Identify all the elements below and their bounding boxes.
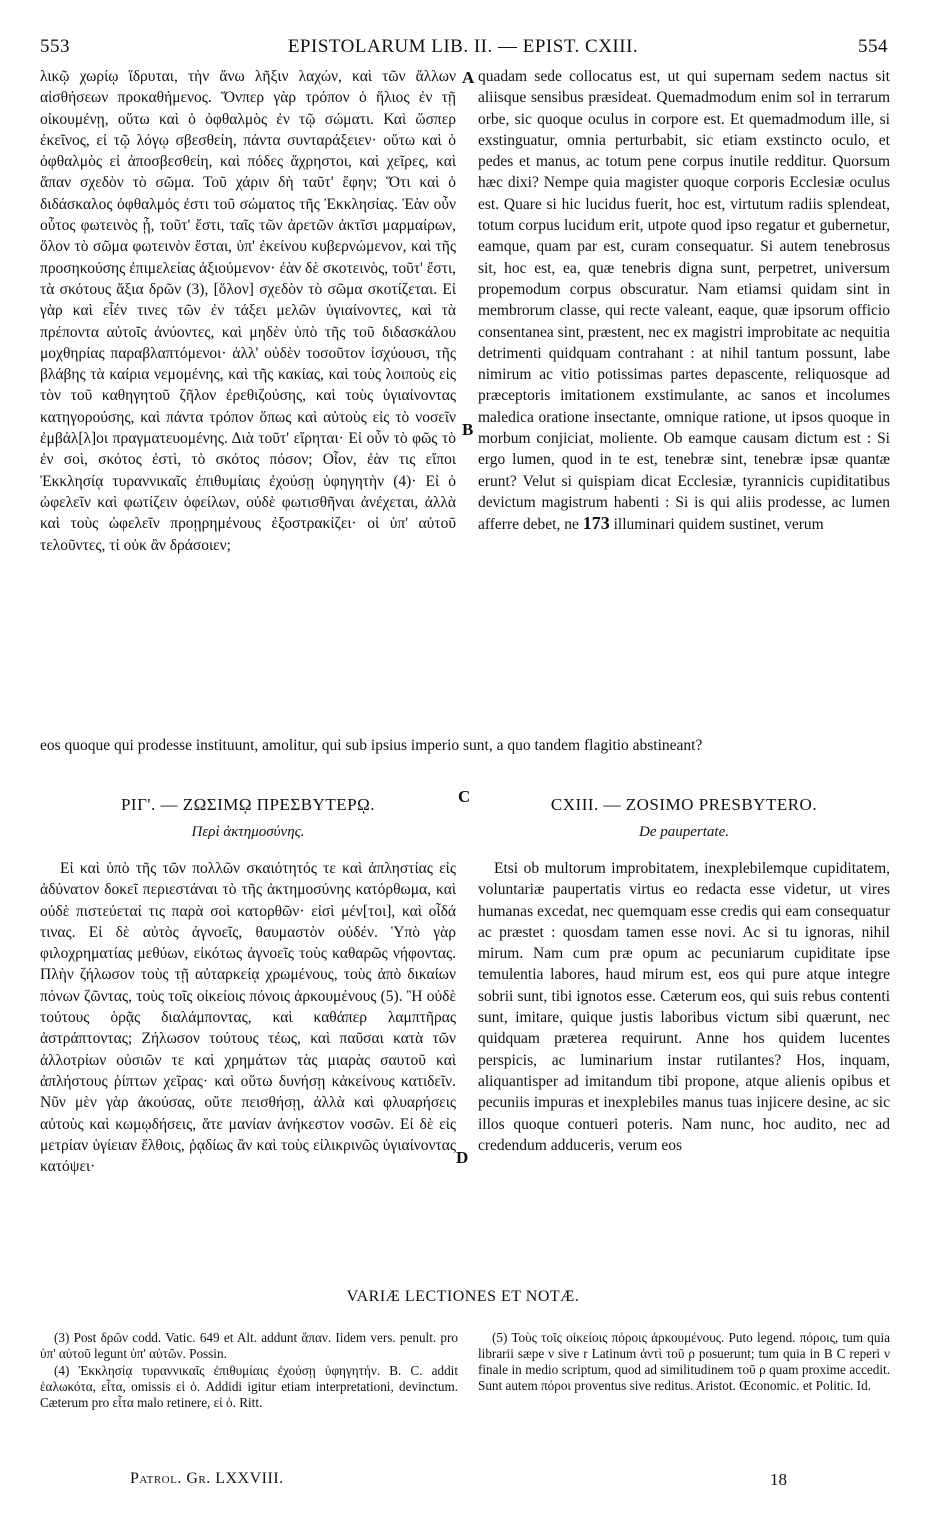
- margin-marker-a: A: [462, 68, 475, 87]
- latin-letter-title: CXIII. — ZOSIMO PRESBYTERO.: [550, 795, 818, 814]
- note-4: (4) Ἐκκλησίᾳ τυραννικαῖς ἐπιθυμίαις ἐχούσῃ ὑφηγητήν. B. C. addit ἑαλωκότα, εἶτα, omissis εἰ ὁ. Addidi igitur etiam interpretationi, devinctum. Cæterum pro εἶτα malo retinere, εἰ ὁ. Ritt.: [40, 1363, 458, 1410]
- margin-marker-b: B: [462, 420, 474, 439]
- right-page-number: 554: [858, 36, 888, 57]
- left-page-number: 553: [40, 36, 70, 57]
- margin-marker-c: C: [458, 787, 471, 806]
- latin-text-top-part1: quadam sede collocatus est, ut qui supernam sedem nactus sit aliisque sensibus præsideat. Quemadmodum enim sol in terrarum orbe, sic quoque oculus in corpore est. Et quemadmodum ille, si exstinguatur, omnia perturbabit, sic etiam exstincto oculo, et pedes et manus, ac totum pene corpus inutile redditur. Quorsum hæc dixi? Nempe quia magister quoque corporis Ecclesiæ oculus est. Quare si hic lucidus fuerit, hoc est, virtutum radiis splendeat, totum corpus lucidum erit, utpote quod ipso regatur et gubernetur, eamque, quam par est, curam consequatur. Si autem tenebrosus sit, hoc est, ea, quæ tenebris digna sunt, perpetret, universum propemodum corpus obscuratur. Nam etiamsi quidam sint in membrorum classe, qui recte valeant, eaque, quæ ipsorum officio consentanea sint, præstent, nec ex magistri improbitate ac nequitia detrimenti quidquam contrahant : at nihil tantum possunt, labe nimirum ac vitio potissimas partes depascente, reliquosque ad præceptoris imitationem exstimulante, ac sanos et incolumes maledica oratione insectante, omnique ratione, ut ipsos quoque in morbum conjiciat, moliente. Ob eamque causam dictum est : Si ergo lumen, quod in te est, tenebræ sint, tenebræ ipsæ quantæ erunt? Velut si quispiam dicat Ecclesiæ, tyrannicis cupiditatibus devictum magistrum habenti : Si is qui aliis prodesse, ac lumen afferre debet, ne: [478, 68, 890, 534]
- greek-letter-subtitle: Περὶ ἀκτημοσύνης.: [191, 824, 305, 840]
- margin-marker-d: D: [456, 1148, 469, 1167]
- latin-letter-subtitle: De paupertate.: [639, 824, 729, 840]
- greek-column-top: [40, 66, 456, 556]
- latin-text-bottom: Etsi ob multorum improbitatem, inexplebilemque cupiditatem, voluntariæ paupertatis virtus eo redacta esse videtur, ut vires humanas excedat, nec quemquam esse credis qui eam consequatur ac præstet : quosdam tamen esse novi. Ac si tu ignoras, nihil mirum. Nam cum præ opum ac pecuniarum cupiditate ipse temulentia labores, haud mirum est, eos qui pure atque integre sobrii sunt, tibi ignotos esse. Cæterum eos, qui suis rebus contenti sunt, imitare, quique justis laboribus victum sibi quærunt, nec quidquam præterea requirunt. Anne hos quidem lucentes perspicis, ac luminarium instar rutilantes? Hos, inquam, aliquantisper ad imitandum tibi propone, atque alienis opibus et pecuniis impuras et inexplebiles manus tuas injicere desine, ac sic illos quoque contueri poteris. Nam nunc, hoc audito, nec ad credendum adduceris, verum eos: [478, 860, 890, 1154]
- latin-column-top: [478, 66, 890, 536]
- note-5: (5) Τοὺς τοῖς οἰκείοις πόροις ἀρκουμένους. Puto legend. πόροις, tum quia librarii sæpe ν sive r Latinum ἀντὶ τοῦ ρ posuerunt; tum quia in B C reperi ν finale in medio scriptum, quod ad similitudinem τοῦ ρ quam proxime accedit. Sunt autem πόροι proventus sive reditus. Aristot. Œconomic. et Politic. Id.: [478, 1330, 890, 1393]
- notes-right-column: [478, 1330, 890, 1395]
- notes-title: VARIÆ LECTIONES ET NOTÆ.: [346, 1288, 580, 1305]
- greek-text-top: λικῷ χωρίῳ ἵδρυται, τὴν ἄνω λῆξιν λαχών, καὶ τῶν ἄλλων αἰσθήσεων προκαθήμενος. Ὅνπερ γὰρ τρόπον ὁ ἥλιος ἐν τῇ οἰκουμένῃ, οὕτω καὶ ὁ ὀφθαλμὸς ἐν τῷ σώματι. Καὶ ὥσπερ ἐκεῖνος, εἰ τῷ λόγῳ σβεσθείη, πάντα συνταράξειεν· οὕτω καὶ ὁ ὀφθαλμὸς εἰ ἀποσβεσθείη, καὶ πόδες ἄχρηστοι, καὶ χεῖρες, καὶ ἅπαν σχεδὸν τὸ σῶμα. Τοῦ χάριν δὴ ταῦτ' ἔφην; Ὅτι καὶ ὁ διδάσκαλος ὀφθαλμός ἐστι τοῦ σώματος τῆς Ἐκκλησίας. Ἐὰν οὖν οὗτος φωτεινὸς ᾖ, τοῦτ' ἔστι, ταῖς τῶν ἀρετῶν ἀκτῖσι μαρμαίρων, ὅλον τὸ σῶμα φωτεινὸν ἔσται, ὑπ' ἐκείνου κυβερνώμενον, καὶ τῆς προσηκούσης ἐπιμελείας ἀξιούμενον· ἐὰν δὲ σκοτεινὸς, τοῦτ' ἔστι, τὰ σκότους ἄξια δρῶν (3), [ὅλον] σχεδὸν τὸ σῶμα σκοτίζεται. Εἰ γὰρ καὶ εἶέν τινες τῶν ἐν τάξει μελῶν ὑγιαίνοντες, καὶ τὰ πρέποντα αὐτοῖς ἀνύοντες, καὶ μηδὲν ὑπὸ τῆς τοῦ διδασκάλου μοχθηρίας παραβλαπτόμενοι· ἀλλ' οὐδὲν τοσοῦτον ἰσχύουσι, τῆς βλάβης τὰ καίρια νεμομένης, καὶ τῆς κακίας, καὶ τοὺς λοιποὺς εἰς τὸν τοῦ καθηγητοῦ ζῆλον ἐρεθιζούσης, καὶ τοὺς ὑγιαίνοντας κατηγορούσης, καὶ πάντα τρόπον ὅπως καὶ αὐτοὺς εἰς τὸ νοσεῖν ἐμβάλ[λ]οι πραγματευομένης. Διὰ τοῦτ' εἴρηται· Εἰ οὖν τὸ φῶς τὸ ἐν σοὶ, σκότος ἐστὶ, τὸ σκότος πόσον; Οἷον, ἐὰν τις εἴποι Ἐκκλησίᾳ τυραννικαῖς ἐπιθυμίαις ἐχούσῃ ὑφηγητὴν (4)· Εἰ ὁ ὠφελεῖν καὶ φωτίζειν ὀφείλων, οὐδὲ φωτισθῆναι ἀνέχεται, ἀλλὰ καὶ τοὺς ὠφελεῖν προῃρημένους ἐξοστρακίζει· οἱ ὑπ' αὐτοῦ τελοῦντες, τί οὐκ ἂν δράσοιεν;: [40, 68, 456, 554]
- column-number: 173: [582, 513, 610, 534]
- latin-text-top-part2: illuminari quidem sustinet, verum: [613, 516, 824, 534]
- latin-text-top: [478, 66, 890, 536]
- full-width-line: eos quoque qui prodesse instituunt, amolitur, qui sub ipsius imperio sunt, a quo tandem flagitio abstineant?: [40, 737, 703, 754]
- note-3: (3) Post δρῶν codd. Vatic. 649 et Alt. addunt ἅπαν. Iidem vers. penult. pro ὑπ' αὐτοῦ legunt ὑπ' αὐτῶν. Possin.: [40, 1330, 458, 1361]
- greek-letter-title: ΡΙΓ'. — ΖΩΣΙΜῼ ΠΡΕΣΒΥΤΕΡῼ.: [120, 795, 376, 814]
- running-header-title: EPISTOLARUM LIB. II. — EPIST. CXIII.: [287, 36, 639, 57]
- latin-column-bottom: [478, 858, 890, 1156]
- full-width-continuation: [40, 735, 890, 756]
- footer-signature: 18: [770, 1470, 787, 1489]
- notes-left-column: [40, 1330, 458, 1412]
- footer-volume: Patrol. Gr. LXXVIII.: [130, 1470, 284, 1487]
- greek-text-bottom: Εἰ καὶ ὑπὸ τῆς τῶν πολλῶν σκαιότητός τε καὶ ἀπληστίας εἰς ἀδύνατον δοκεῖ περιεστάναι τὸ τῆς ἀκτημοσύνης κατόρθωμα, καὶ οὐδὲ πιστεύεταί τις παρὰ σοὶ κατορθῶν· εἰσὶ μέν[τοι], καὶ οἶδά τινας. Εἰ δὲ αὐτὸς ἀγνοεῖς, θαυμαστὸν οὐδέν. Ὑπὸ γὰρ φιλοχρηματίας μεθύων, εἰκότως ἀγνοεῖς τοὺς καθαρῶς νήφοντας. Πλὴν ζήλωσον τοὺς τῇ αὐταρκείᾳ χρωμένους, τοὺς ἀπὸ δικαίων πόνων ζῶντας, τοὺς τοῖς οἰκείοις πόνοις ἀρκουμένους (5). Ἢ οὐδὲ τούτους ὁρᾷς διαλάμποντας, καὶ καθάπερ λαμπτῆρας ἀστράπτοντας; Ζήλωσον τούτους τέως, καὶ παῦσαι κατὰ τῶν ἀλλοτρίων οὐσιῶν τε καὶ χρημάτων τὰς μιαρὰς σαυτοῦ καὶ ἀπλήστους ῥίπτων χεῖρας· καὶ οὕτω δυνήσῃ κἀκείνους κατιδεῖν. Νῦν μὲν γὰρ ἀκούσας, οὔτε πεισθήσῃ, ἀλλὰ καὶ φλυαρήσεις αὐτοὺς καὶ κωμῳδήσεις, ἅτε μανίαν ἀνήκεστον νοσῶν. Εἰ δὲ εἰς μετρίαν ὑγίειαν ἔλθοις, ῥᾳδίως ἂν καὶ τοὺς εἰλικρινῶς ὑγιαίνοντας κατόψει·: [40, 860, 456, 1176]
- greek-column-bottom: [40, 858, 456, 1177]
